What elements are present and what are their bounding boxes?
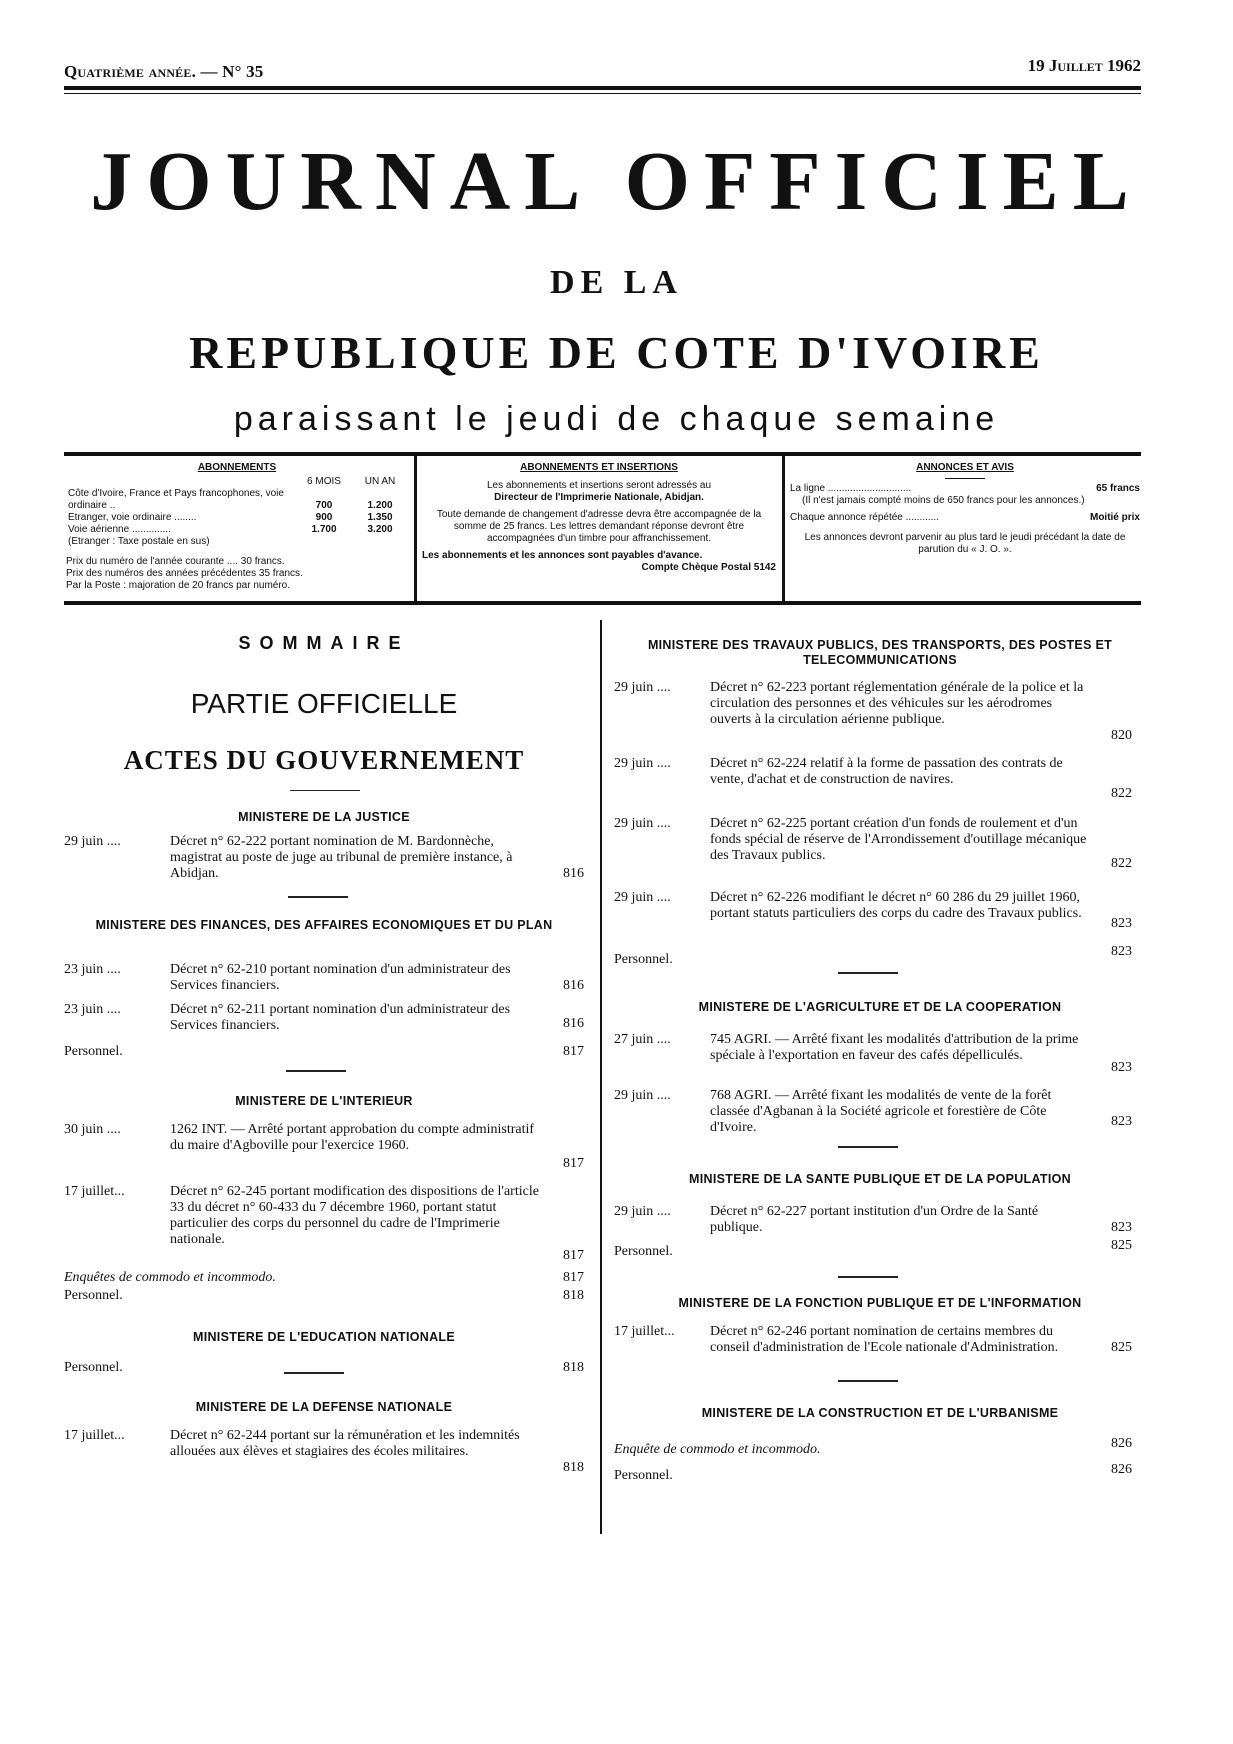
entry-agriculture-1 <box>614 1032 1144 1082</box>
col-6-mois: 6 MOIS <box>307 476 341 487</box>
entry-text: 1262 INT. — Arrêté portant approbation du compte administratif du maire d'Agboville pour l'exercice 1960. <box>170 1122 535 1153</box>
entry-page: 818 <box>563 1360 584 1375</box>
annonces-repetee-price: Moitié prix <box>1089 512 1140 523</box>
title-de-la: DE LA <box>550 264 683 301</box>
annonces-ligne: La ligne .............................. <box>790 483 912 494</box>
entry-sante-1 <box>614 1204 1144 1238</box>
entry-page: 825 <box>1111 1340 1132 1355</box>
entry-page: 825 <box>1111 1238 1132 1253</box>
ministry-agriculture: MINISTERE DE L'AGRICULTURE ET DE LA COOPERATION <box>698 1000 1062 1014</box>
entry-text: Décret n° 62-223 portant réglementation générale de la police et la circulation des personnes et des véhicules sur les aérodromes ouverts à la circulation aérienne publique. <box>710 680 1084 727</box>
entry-text: Personnel. <box>614 1468 673 1483</box>
entry-page: 823 <box>1111 1060 1132 1075</box>
subscriptions-heading: ABONNEMENTS <box>197 462 277 473</box>
entry-page: 823 <box>1111 1220 1132 1235</box>
annonces-ligne-row <box>790 483 1140 495</box>
entry-page: 816 <box>563 866 584 881</box>
sub-row-6mois: 1.700 <box>311 524 337 535</box>
header-rule-thin <box>64 93 1141 94</box>
entry-page: 826 <box>1111 1436 1132 1451</box>
insertions-box <box>422 462 776 574</box>
annonces-deadline: Les annonces devront parvenir au plus tard le jeudi précédant la date de parution du « J. O. ». <box>804 532 1126 555</box>
entry-date: 29 juin .... <box>614 816 671 831</box>
box-separator <box>782 456 785 601</box>
entry-finances-2 <box>64 1002 594 1036</box>
entry-text: Décret n° 62-245 portant modification des dispositions de l'article 33 du décret n° 60-433 du 7 décembre 1960, portant statut particulier des corps du personnel du cadre de l'Imprimerie nationale. <box>170 1184 539 1247</box>
sub-row-label: Côte d'Ivoire, France et Pays francophones, voie ordinaire .. <box>68 488 284 511</box>
entry-construction-personnel <box>614 1462 1144 1483</box>
postal-account: Compte Chèque Postal 5142 <box>641 562 776 573</box>
insertions-payable: Les abonnements et les annonces sont payables d'avance. <box>422 550 703 561</box>
actes-du-gouvernement: ACTES DU GOUVERNEMENT <box>123 745 525 775</box>
entry-page: 817 <box>563 1270 584 1285</box>
annonces-repetee: Chaque annonce répétée ............ <box>790 512 939 523</box>
journal-title: JOURNAL OFFICIEL <box>90 135 1143 228</box>
entry-date: 17 juillet... <box>614 1324 675 1339</box>
entry-finances-1 <box>64 962 594 996</box>
sub-row-label: Etranger, voie ordinaire ........ <box>68 512 197 523</box>
entry-page: 822 <box>1111 786 1132 801</box>
entry-page: 820 <box>1111 728 1132 743</box>
ministry-sante: MINISTERE DE LA SANTE PUBLIQUE ET DE LA POPULATION <box>689 1172 1071 1186</box>
entry-interieur-personnel <box>64 1288 594 1306</box>
entry-travaux-personnel <box>614 944 1144 980</box>
entry-page: 822 <box>1111 856 1132 871</box>
entry-date: 30 juin .... <box>64 1122 121 1137</box>
entry-text: Personnel. <box>614 1244 673 1259</box>
entry-text: Décret n° 62-227 portant institution d'un Ordre de la Santé publique. <box>710 1204 1039 1235</box>
entry-page: 817 <box>563 1156 584 1171</box>
entry-page: 823 <box>1111 944 1132 959</box>
entry-text: Décret n° 62-244 portant sur la rémunération et les indemnités allouées aux élèves et stagiaires des écoles militaires. <box>170 1428 520 1459</box>
issue-number: Quatrième année. — N° 35 <box>64 62 264 81</box>
entry-justice-1 <box>64 834 594 884</box>
insertions-director: Directeur de l'Imprimerie Nationale, Abidjan. <box>494 492 704 503</box>
entry-text: Personnel. <box>64 1360 123 1375</box>
insertions-heading: ABONNEMENTS ET INSERTIONS <box>520 462 678 473</box>
publication-frequency: paraissant le jeudi de chaque semaine <box>233 400 1000 438</box>
entry-date: 23 juin .... <box>64 1002 121 1017</box>
entry-education-personnel <box>64 1360 594 1378</box>
entry-text: Décret n° 62-210 portant nomination d'un administrateur des Services financiers. <box>170 962 511 993</box>
actes-dash <box>290 790 360 791</box>
insertions-address: Les abonnements et insertions seront adressés au <box>486 480 712 491</box>
sub-row-an: 1.350 <box>367 512 393 523</box>
annonces-dash <box>945 478 985 479</box>
entry-date: 29 juin .... <box>614 1204 671 1219</box>
entry-interieur-2 <box>64 1184 594 1268</box>
entry-text: Décret n° 62-246 portant nomination de certains membres du conseil d'administration de l'Ecole nationale d'Administration. <box>710 1324 1059 1355</box>
annonces-heading: ANNONCES ET AVIS <box>916 462 1014 473</box>
entry-date: 29 juin .... <box>64 834 121 849</box>
entry-text: Décret n° 62-225 portant création d'un fonds de roulement et d'un fonds spécial de réserve de l'Arrondissement d'outillage mécanique des Travaux publics. <box>710 816 1087 863</box>
entry-defense-1 <box>64 1428 594 1478</box>
subscriptions-table <box>66 476 408 548</box>
entry-travaux-1 <box>614 680 1144 742</box>
entry-text: Décret n° 62-211 portant nomination d'un administrateur des Services financiers. <box>170 1002 511 1033</box>
column-separator <box>600 620 602 1534</box>
ministry-interieur: MINISTERE DE L'INTERIEUR <box>235 1094 413 1108</box>
annonces-ligne-price: 65 francs <box>1096 483 1140 494</box>
entry-page: 818 <box>563 1460 584 1475</box>
entry-text: Décret n° 62-222 portant nomination de M. Bardonnèche, magistrat au poste de juge au tribunal de première instance, à Abidjan. <box>170 834 513 881</box>
entry-agriculture-2 <box>614 1088 1144 1138</box>
entry-page: 823 <box>1111 916 1132 931</box>
entry-text: 745 AGRI. — Arrêté fixant les modalités d'attribution de la prime spéciale à l'exportation en faveur des cafés dépelliculés. <box>710 1032 1079 1063</box>
entry-text: Enquêtes de commodo et incommodo. <box>64 1270 276 1285</box>
entry-date: 17 juillet... <box>64 1184 125 1199</box>
entry-date: 23 juin .... <box>64 962 121 977</box>
entry-fonction-1 <box>614 1324 1144 1374</box>
subscriptions-box <box>66 462 408 592</box>
partie-officielle: PARTIE OFFICIELLE <box>190 688 458 719</box>
entry-travaux-2 <box>614 756 1144 806</box>
sub-row-6mois: 900 <box>315 512 333 523</box>
republic-title: REPUBLIQUE DE COTE D'IVOIRE <box>189 327 1044 378</box>
entry-text: Enquête de commodo et incommodo. <box>614 1442 821 1457</box>
box-rule-bottom <box>64 601 1141 605</box>
insertions-change-notice: Toute demande de changement d'adresse devra être accompagnée de la somme de 25 francs. Les lettres demandant réponse devront être accompagnées d'un timbre pour affranchissement. <box>436 509 762 544</box>
sub-row-label: (Etranger : Taxe postale en sus) <box>68 536 210 547</box>
entry-text: Personnel. <box>64 1288 123 1303</box>
section-dash <box>838 1146 898 1148</box>
entry-page: 817 <box>563 1044 584 1059</box>
entry-interieur-enquetes <box>64 1270 594 1288</box>
entry-date: 29 juin .... <box>614 1088 671 1103</box>
ministry-education: MINISTERE DE L'EDUCATION NATIONALE <box>192 1330 455 1344</box>
entry-date: 29 juin .... <box>614 756 671 771</box>
sub-row-label: Voie aérienne .............. <box>68 524 171 535</box>
annonces-box <box>790 462 1140 556</box>
price-previous: Prix des numéros des années précédentes 35 francs. <box>66 568 303 579</box>
sub-row-6mois <box>296 536 352 548</box>
entry-construction-enquete <box>614 1436 1144 1457</box>
entry-travaux-3 <box>614 816 1144 882</box>
header-rule <box>64 86 1141 90</box>
col-un-an: UN AN <box>364 476 396 487</box>
sub-row-6mois: 700 <box>315 500 333 511</box>
entry-interieur-1 <box>64 1122 594 1172</box>
ministry-fonction-publique: MINISTERE DE LA FONCTION PUBLIQUE ET DE L'INFORMATION <box>678 1296 1082 1310</box>
entry-page: 817 <box>563 1248 584 1263</box>
section-dash <box>288 896 348 898</box>
entry-page: 816 <box>563 1016 584 1031</box>
ministry-construction: MINISTERE DE LA CONSTRUCTION ET DE L'URBANISME <box>701 1406 1059 1420</box>
entry-sante-personnel <box>614 1238 1144 1268</box>
box-separator <box>414 456 417 601</box>
price-post: Par la Poste : majoration de 20 francs par numéro. <box>66 580 291 591</box>
section-dash <box>284 1372 344 1374</box>
entry-page: 823 <box>1111 1114 1132 1129</box>
entry-date: 27 juin .... <box>614 1032 671 1047</box>
ministry-travaux-publics: MINISTERE DES TRAVAUX PUBLICS, DES TRANSPORTS, DES POSTES ET TELECOMMUNICATIONS <box>647 638 1113 667</box>
sub-row-an: 1.200 <box>367 500 393 511</box>
entry-page: 818 <box>563 1288 584 1303</box>
entry-text: Personnel. <box>614 952 673 967</box>
section-dash <box>838 972 898 974</box>
entry-page: 826 <box>1111 1462 1132 1477</box>
entry-text: Personnel. <box>64 1044 123 1059</box>
ministry-justice: MINISTERE DE LA JUSTICE <box>238 810 410 824</box>
annonces-ligne-note: (Il n'est jamais compté moins de 650 francs pour les annonces.) <box>802 495 1085 506</box>
sub-row-an <box>352 536 408 548</box>
annonces-repetee-row <box>790 512 1140 524</box>
entry-text: Décret n° 62-224 relatif à la forme de passation des contrats de vente, d'achat et de construction de navires. <box>710 756 1063 787</box>
entry-text: 768 AGRI. — Arrêté fixant les modalités de vente de la forêt classée d'Agbanan à la Société agricole et forestière de Côte d'Ivoire. <box>710 1088 1052 1135</box>
section-dash <box>286 1070 346 1072</box>
entry-date: 17 juillet... <box>64 1428 125 1443</box>
issue-date: 19 Juillet 1962 <box>1027 56 1141 75</box>
entry-date: 29 juin .... <box>614 890 671 905</box>
sommaire-title: SOMMAIRE <box>238 633 410 653</box>
entry-travaux-4 <box>614 890 1144 940</box>
price-current: Prix du numéro de l'année courante .... 30 francs. <box>66 556 285 567</box>
entry-text: Décret n° 62-226 modifiant le décret n° 60 286 du 29 juillet 1960, portant statuts particuliers des corps du cadre des Travaux publics. <box>710 890 1082 921</box>
entry-date: 29 juin .... <box>614 680 671 695</box>
section-dash <box>838 1380 898 1382</box>
entry-page: 816 <box>563 978 584 993</box>
ministry-defense: MINISTERE DE LA DEFENSE NATIONALE <box>195 1400 453 1414</box>
box-rule-top <box>64 452 1141 456</box>
section-dash <box>838 1276 898 1278</box>
sub-row-an: 3.200 <box>367 524 393 535</box>
ministry-finances: MINISTERE DES FINANCES, DES AFFAIRES ECONOMIQUES ET DU PLAN <box>95 918 553 932</box>
entry-finances-personnel <box>64 1044 594 1062</box>
